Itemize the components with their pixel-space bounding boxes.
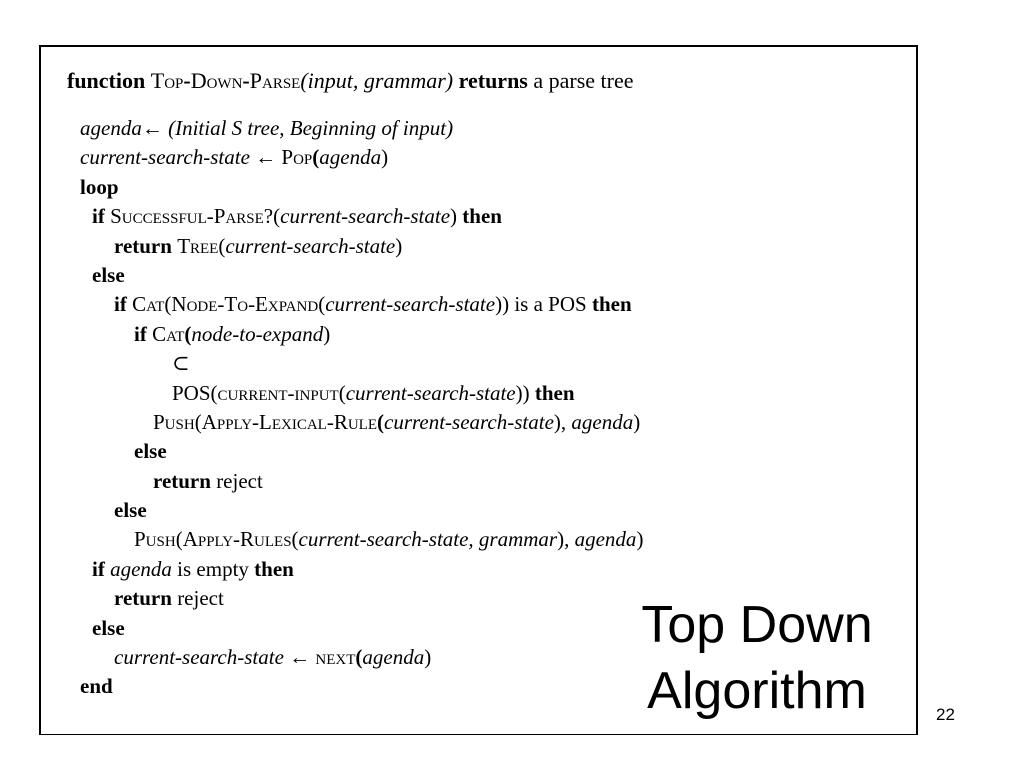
code-line [80,202,643,231]
keyword: if [92,556,105,581]
paren: ( [184,321,192,346]
argument: current-search-state [280,204,451,229]
function-call: Push [134,527,176,552]
keyword: then [254,556,294,581]
argument: node-to-expand [191,321,324,346]
assign-arrow: ← [255,145,277,170]
code-line [80,232,643,261]
keyword: if [134,321,147,346]
paren: ) [323,321,331,346]
initial-value: (Initial S tree, Beginning of input) [168,116,454,140]
argument: agenda [319,145,382,170]
function-header [67,66,634,96]
function-call: Apply-Lexical-Rule [201,409,377,434]
paren: ( [194,409,202,434]
paren: ) [381,145,389,170]
variable: current-search-state [114,645,284,670]
keyword: if [114,292,127,317]
keyword: else [114,498,147,523]
function-call: Node-To-Expand [171,292,319,317]
code-line [80,437,643,466]
function-call: Pop [281,145,313,170]
paren: ( [355,645,363,670]
slide-title-line1: Top Down [641,596,873,654]
code-line [80,555,643,584]
function-name-part3: Parse [249,68,301,93]
return-description: a parse tree [533,68,634,93]
paren: ( [312,145,320,170]
keyword: return [114,233,172,258]
separator: ), [553,409,572,434]
keyword: then [534,380,575,405]
code-line [80,643,643,672]
argument: agenda [571,409,634,434]
keyword: then [591,292,632,317]
paren: ) [633,409,641,434]
paren: ( [338,380,346,405]
paren: ) [424,645,432,670]
paren: ( [218,233,226,258]
plain-text: reject [216,468,263,493]
code-line [80,525,643,554]
code-line [80,290,643,319]
function-args: (input, grammar) [300,68,454,93]
keyword: loop [80,174,119,199]
plain-text: is a POS [514,292,587,317]
paren: ( [318,292,326,317]
code-line [80,349,643,378]
code-line [80,584,643,613]
paren: ( [291,527,299,552]
code-line [80,173,643,202]
keyword: if [92,204,105,229]
keyword: return [114,586,172,611]
code-line [80,408,643,437]
code-line [80,496,643,525]
subset-symbol: ⊂ [172,351,190,376]
paren: )) [515,380,530,405]
assign-arrow: ← [141,116,163,140]
code-line [80,143,643,172]
function-call: Apply-Rules [182,527,292,552]
function-call: Push [153,409,195,434]
function-call: Tree [177,233,219,258]
function-call: current-input [217,380,339,405]
slide-title-line2: Algorithm [647,662,867,720]
code-line [80,379,643,408]
function-keyword: function [67,68,146,93]
argument: agenda [574,527,637,552]
function-call: Cat [152,321,185,346]
paren: )) [495,292,510,317]
function-call: Successful-Parse? [110,204,274,229]
returns-keyword: returns [458,68,528,93]
paren: ( [377,409,384,434]
variable: current-search-state [80,145,250,170]
argument: current-search-state [384,409,554,434]
function-call: next [315,645,356,670]
page-number: 22 [936,705,955,724]
slide-title [608,592,906,724]
code-line [80,114,643,143]
argument: current-search-state [225,233,396,258]
plain-text: POS( [172,380,218,405]
paren: ) [395,233,403,258]
function-call: Cat [132,292,165,317]
code-line [80,467,643,496]
code-line [80,614,643,643]
argument: current-search-state [325,292,496,317]
keyword: else [134,439,167,464]
name-dash: - [242,68,250,93]
keyword: else [92,262,125,287]
code-line [80,320,643,349]
keyword: end [80,674,113,699]
plain-text: is empty [177,556,249,581]
argument: agenda [362,645,425,670]
separator: ), [557,527,575,552]
code-line [80,261,643,290]
paren: ( [164,292,172,317]
variable: agenda [80,116,142,140]
argument: agenda [110,556,172,581]
code-line [80,672,643,701]
keyword: return [153,468,211,493]
argument: current-search-state [345,380,516,405]
pseudocode-body [80,114,643,702]
plain-text: reject [177,586,224,611]
function-name-part1: Top [150,68,184,93]
assign-arrow: ← [289,645,311,670]
argument: current-search-state, grammar [298,527,558,552]
paren: ) [636,527,644,552]
keyword: then [462,204,502,229]
function-name-part2: Down [190,68,243,93]
paren: ( [273,204,281,229]
paren: ( [175,527,183,552]
name-dash: - [183,68,191,93]
keyword: else [92,615,125,640]
paren: ) [450,204,458,229]
